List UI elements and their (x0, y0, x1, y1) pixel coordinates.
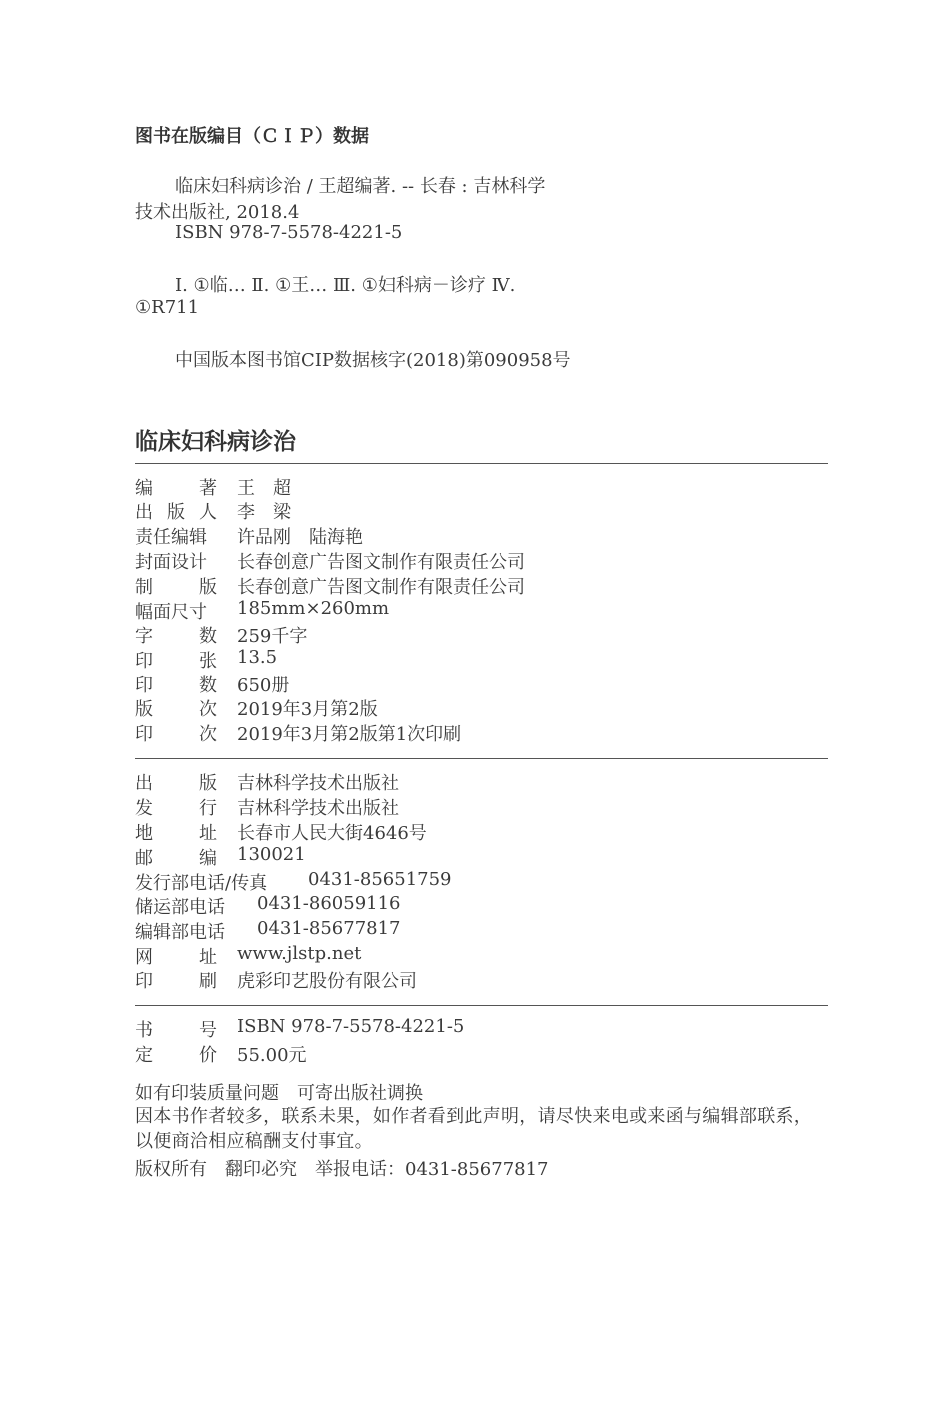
credit-label: 版 次 (135, 699, 217, 720)
credit-value: 2019年3月第2版第1次印刷 (237, 724, 462, 745)
credit-label: 印 次 (135, 724, 217, 745)
cip-line-2: 技术出版社, 2018.4 (135, 202, 300, 223)
credit-value: 长春创意广告图文制作有限责任公司 (237, 577, 525, 598)
credit-value: 185mm×260mm (237, 598, 390, 619)
credit-label: 封面设计 (135, 552, 207, 573)
credit-label: 字 数 (135, 626, 217, 647)
credit-label: 印 张 (135, 651, 217, 672)
publisher-label: 出 版 (135, 773, 217, 794)
notice-quality: 如有印装质量问题 可寄出版社调换 (135, 1083, 423, 1104)
credit-value: 13.5 (237, 647, 278, 668)
credit-label: 幅面尺寸 (135, 602, 207, 623)
editorial-phone-value: 0431-85677817 (257, 918, 401, 939)
notice-copyright: 版权所有 翻印必究 举报电话：0431-85677817 (135, 1159, 549, 1180)
storage-phone-label: 储运部电话 (135, 897, 225, 918)
publisher-label: 邮 编 (135, 848, 217, 869)
credit-value: 长春创意广告图文制作有限责任公司 (237, 552, 525, 573)
cip-line-3: ISBN 978-7-5578-4221-5 (175, 222, 403, 243)
cip-line-6: 中国版本图书馆CIP数据核字(2018)第090958号 (175, 350, 571, 371)
credit-value: 2019年3月第2版 (237, 699, 378, 720)
price-value: 55.00元 (237, 1045, 307, 1066)
cip-line-4: Ⅰ. ①临… Ⅱ. ①王… Ⅲ. ①妇科病－诊疗 Ⅳ. (175, 275, 516, 296)
credit-label: 编 著 (135, 478, 217, 499)
publisher-value: 吉林科学技术出版社 (237, 798, 399, 819)
publisher-value: 吉林科学技术出版社 (237, 773, 399, 794)
credit-value: 650册 (237, 675, 290, 696)
credit-label: 责任编辑 (135, 527, 207, 548)
isbn-value: ISBN 978-7-5578-4221-5 (237, 1016, 465, 1037)
credit-value: 许品刚 陆海艳 (237, 527, 363, 548)
book-title: 临床妇科病诊治 (135, 429, 296, 455)
sales-phone-value: 0431-85651759 (308, 869, 452, 890)
divider-bottom (135, 1005, 828, 1006)
printer-label: 印 刷 (135, 971, 217, 992)
printer-value: 虎彩印艺股份有限公司 (237, 971, 417, 992)
credit-label: 印 数 (135, 675, 217, 696)
credit-value: 李 梁 (237, 502, 291, 523)
divider-top (135, 463, 828, 464)
publisher-label: 发 行 (135, 798, 217, 819)
editorial-phone-label: 编辑部电话 (135, 922, 225, 943)
credit-label: 制 版 (135, 577, 217, 598)
divider-middle (135, 758, 828, 759)
credit-value: 王 超 (237, 478, 291, 499)
cip-heading: 图书在版编目（ＣＩＰ）数据 (135, 126, 369, 147)
price-label: 定 价 (135, 1045, 217, 1066)
publisher-value: 长春市人民大街4646号 (237, 823, 427, 844)
credit-value: 259千字 (237, 626, 308, 647)
publisher-value: 130021 (237, 844, 306, 865)
cip-line-1: 临床妇科病诊治 / 王超编著. -- 长春 : 吉林科学 (175, 176, 546, 197)
web-value: www.jlstp.net (237, 943, 362, 964)
web-label: 网 址 (135, 947, 217, 968)
storage-phone-value: 0431-86059116 (257, 893, 401, 914)
notice-author: 因本书作者较多，联系未果，如作者看到此声明，请尽快来电或来函与编辑部联系，以便商洽相应稿酬支付事宜。 (135, 1106, 813, 1152)
cip-line-5: ①R711 (135, 297, 200, 318)
sales-phone-label: 发行部电话/传真 (135, 873, 268, 894)
publisher-label: 地 址 (135, 823, 217, 844)
isbn-label: 书 号 (135, 1020, 217, 1041)
credit-label: 出 版 人 (135, 502, 217, 523)
